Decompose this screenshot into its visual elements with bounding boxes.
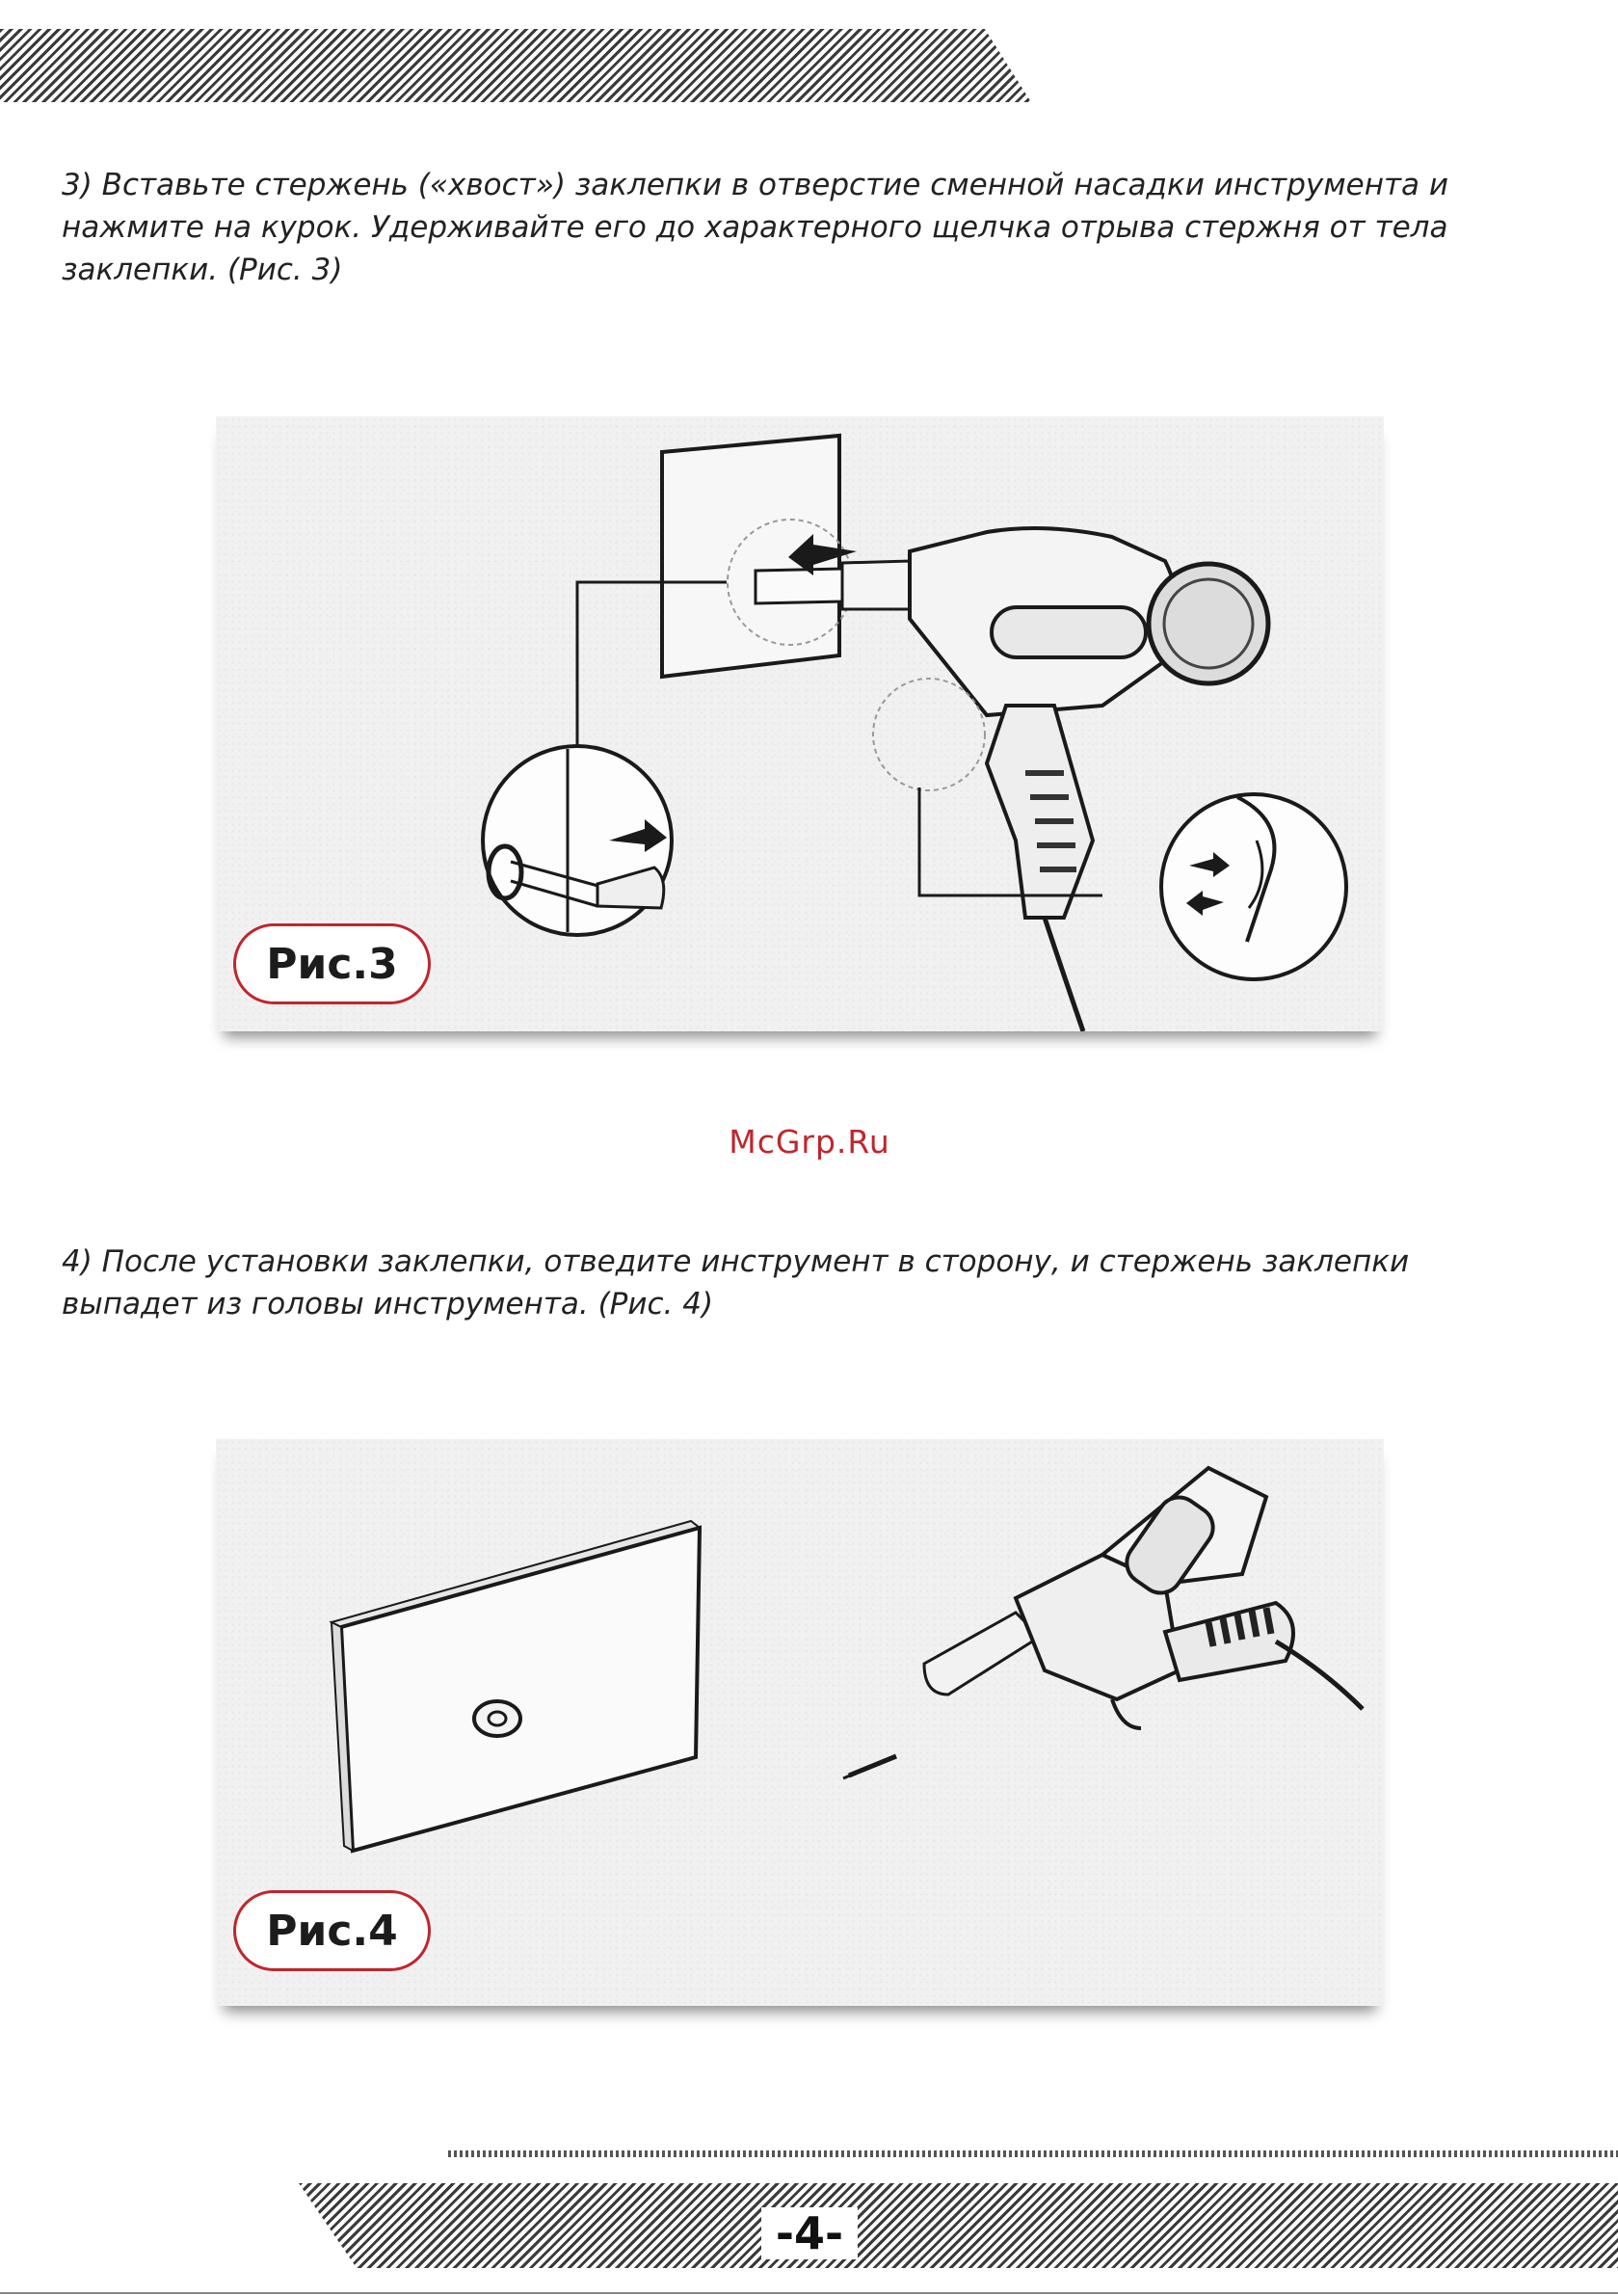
gun-cable <box>1276 1642 1363 1709</box>
gun-side-window <box>992 607 1146 657</box>
step-4-line-2: выпадет из головы инструмента. (Рис. 4) <box>62 1287 714 1322</box>
panel-face <box>341 1528 700 1851</box>
header-hatch-band <box>0 29 1031 102</box>
footer-hatch-band <box>299 2183 1618 2268</box>
figure-4-label: Рис.4 <box>233 1890 431 1971</box>
page-number: -4- <box>761 2207 858 2259</box>
gun-handle <box>987 706 1093 918</box>
trigger-detail-circle <box>873 679 985 790</box>
gun-nozzle <box>756 569 842 603</box>
gun-motor-cap <box>1149 564 1268 683</box>
step-4-line-1: 4) После установки заклепки, отведите инструмент в сторону, и стержень заклепки <box>62 1244 1410 1279</box>
figure-4 <box>216 1439 1384 2006</box>
figure-3 <box>216 416 1384 1031</box>
gun-nozzle-collar <box>842 561 910 609</box>
gun-trigger <box>1112 1699 1141 1728</box>
figure-3-label: Рис.3 <box>233 923 431 1004</box>
gun-nozzle <box>924 1613 1040 1695</box>
trigger-inset-circle <box>1161 794 1346 979</box>
watermark: McGrp.Ru <box>729 1123 890 1161</box>
step-3-line-2: нажмите на курок. Удерживайте его до характерного щелчка отрыва стержня от тела <box>62 210 1448 245</box>
step-3-instruction <box>62 164 1584 291</box>
gun-cable <box>1045 918 1083 1031</box>
fallen-mandrel <box>849 1756 896 1775</box>
step-4-instruction <box>62 1241 1584 1325</box>
bottom-rule <box>0 2292 1618 2294</box>
step-3-line-1: 3) Вставьте стержень («хвост») заклепки в отверстие сменной насадки инструмента и <box>62 168 1449 202</box>
footer-dotted-rule <box>448 2150 1618 2157</box>
installed-rivet <box>474 1701 520 1736</box>
step-3-line-3: заклепки. (Рис. 3) <box>62 253 343 287</box>
